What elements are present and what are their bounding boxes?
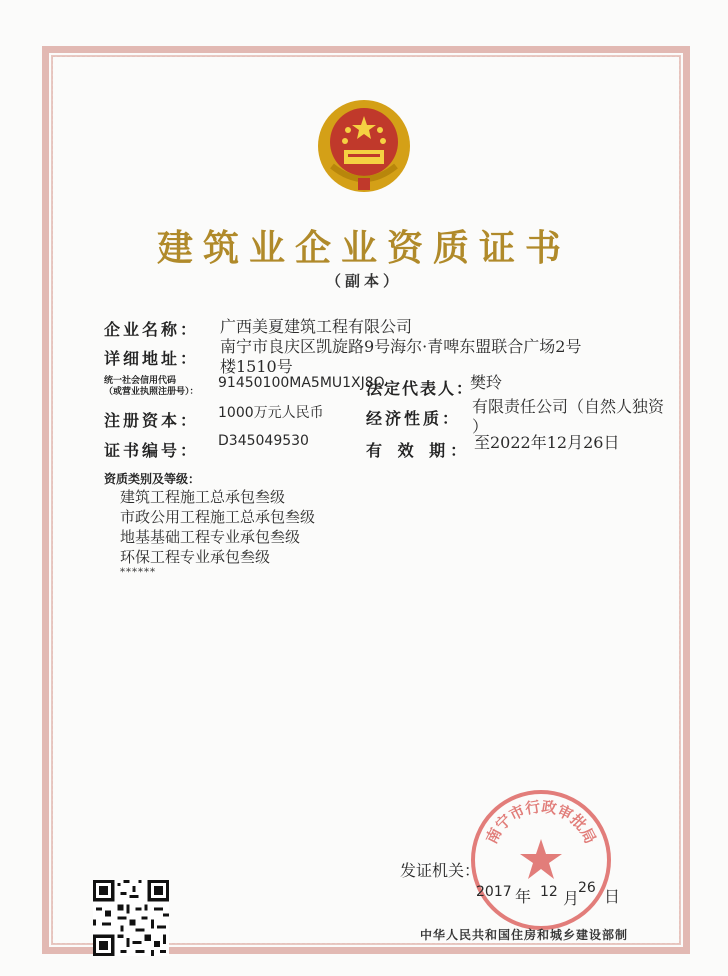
legal-rep-label: 法定代表人： [366, 379, 475, 398]
national-emblem-icon [314, 96, 414, 196]
qualification-item: 建筑工程施工总承包叁级 [120, 488, 286, 506]
capital-value: 1000万元人民币 [218, 405, 324, 421]
credit-code-value: 91450100MA5MU1XJ8Q [218, 375, 385, 391]
company-name-value: 广西美夏建筑工程有限公司 [220, 317, 413, 336]
certificate-subtitle: （副本） [325, 272, 402, 290]
issuing-ministry-footer: 中华人民共和国住房和城乡建设部制 [420, 928, 629, 942]
qualification-item: 市政公用工程施工总承包叁级 [120, 508, 316, 526]
issue-day: 26 [578, 880, 596, 896]
qualifications-end-mark: ****** [120, 567, 156, 578]
credit-code-label-line2: （或营业执照注册号）： [104, 387, 199, 397]
issue-month-unit: 月 [563, 889, 580, 908]
address-value-line1: 南宁市良庆区凯旋路9号海尔·青啤东盟联合广场2号 [220, 337, 582, 356]
validity-value: 至2022年12月26日 [474, 433, 620, 452]
official-seal-stamp [466, 785, 616, 935]
qualifications-section [104, 470, 315, 578]
credit-code-label-line1: 统一社会信用代码 [104, 376, 177, 386]
issue-year-unit: 年 [515, 887, 532, 906]
credit-code-label [104, 376, 199, 398]
certificate-title: 建筑业企业资质证书 [156, 228, 571, 269]
address-label: 详细地址： [104, 349, 200, 368]
economic-type-label: 经济性质： [366, 409, 462, 428]
capital-label: 注册资本： [104, 411, 200, 430]
validity-label: 有 效 期： [366, 441, 472, 460]
qr-code[interactable] [93, 880, 169, 956]
company-name-label: 企业名称： [104, 320, 200, 339]
cert-no-label: 证书编号： [104, 441, 200, 460]
issue-month: 12 [540, 884, 558, 900]
seal-text: 南宁市行政审批局 [482, 797, 600, 847]
economic-type-value-line2: ） [472, 417, 489, 436]
issue-day-unit: 日 [604, 887, 621, 906]
qualifications-heading: 资质类别及等级： [104, 472, 201, 486]
issuer-label: 发证机关： [400, 861, 481, 880]
economic-type-value-line1: 有限责任公司（自然人独资 [472, 397, 665, 416]
address-value-line2: 楼1510号 [220, 357, 293, 376]
cert-no-value: D345049530 [218, 433, 309, 449]
legal-rep-value: 樊玲 [470, 373, 503, 392]
issue-year: 2017 [476, 884, 512, 900]
qualification-item: 地基基础工程专业承包叁级 [120, 528, 301, 546]
qualification-item: 环保工程专业承包叁级 [120, 548, 271, 566]
